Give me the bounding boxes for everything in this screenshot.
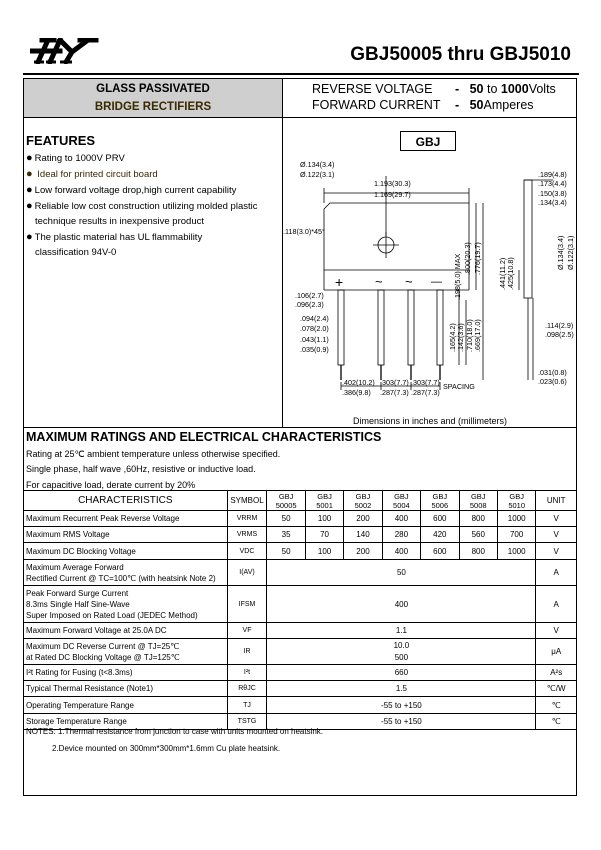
package-name: GBJ — [400, 131, 456, 151]
row-characteristic: Maximum Average Forward Rectified Current @ TC=100℃ (with heatsink Note 2) — [24, 560, 228, 586]
row-value: 50 — [267, 543, 305, 560]
row-value: 800 — [459, 543, 497, 560]
dim-p2-max: .094(2.4) — [300, 314, 329, 323]
row-symbol: IR — [227, 639, 267, 665]
reverse-voltage-value: - 50 to 1000Volts — [455, 82, 556, 96]
dim-p3-min: .035(0.9) — [300, 345, 329, 354]
row-unit: ℃/W — [536, 681, 577, 697]
row-characteristic: Maximum Forward Voltage at 25.0A DC — [24, 623, 228, 639]
header-part: GBJ 5006 — [421, 491, 459, 511]
feature-item: ● Ideal for printed circuit board — [26, 168, 158, 180]
row-unit: ℃ — [536, 714, 577, 730]
title-divider — [23, 117, 577, 118]
header-symbol: SYMBOL — [227, 491, 267, 511]
row-value: 10.0 500 — [267, 639, 536, 665]
dim-b3-max: .303(7.7) — [411, 378, 440, 387]
row-unit: V — [536, 527, 577, 543]
row-symbol: RθJC — [227, 681, 267, 697]
row-unit: V — [536, 623, 577, 639]
reverse-voltage-label: REVERSE VOLTAGE — [312, 82, 433, 96]
row-unit: A — [536, 560, 577, 586]
row-value: 660 — [267, 665, 536, 681]
pin-ac2: ~ — [405, 274, 413, 289]
feature-item: ● Rating to 1000V PRV — [26, 152, 125, 164]
dim-l1-min: .142(3.6) — [456, 323, 465, 352]
ratings-line-2: Single phase, half wave ,60Hz, resistive or inductive load. — [26, 464, 256, 474]
row-characteristic: Typical Thermal Resistance (Note1) — [24, 681, 228, 697]
row-value: 420 — [421, 527, 459, 543]
row-value: -55 to +150 — [267, 697, 536, 714]
ratings-title: MAXIMUM RATINGS AND ELECTRICAL CHARACTERISTICS — [26, 430, 382, 444]
row-value: 1.1 — [267, 623, 536, 639]
row-characteristic: Operating Temperature Range — [24, 697, 228, 714]
feature-item-cont: technique results in inexpensive product — [35, 216, 204, 227]
dim-hole-min: Ø.122(3.1) — [300, 170, 335, 179]
dim-p2-min: .078(2.0) — [300, 324, 329, 333]
row-symbol: IFSM — [227, 586, 267, 623]
feature-item: ● Low forward voltage drop,high current capability — [26, 184, 237, 196]
dim-t2-min: .134(3.4) — [538, 198, 567, 207]
header-unit: UNIT — [536, 491, 577, 511]
row-symbol: TSTG — [227, 714, 267, 730]
dim-b2-max: .303(7.7) — [380, 378, 409, 387]
row-symbol: VRMS — [227, 527, 267, 543]
table-row — [24, 586, 577, 623]
note-1: NOTES: 1.Thermal resistance from junction to case with units mounted on heatsink. — [26, 727, 324, 736]
dim-height-b: .800(20.3) — [463, 242, 472, 275]
row-value: 100 — [305, 511, 343, 527]
dim-b1-max: .402(10.2) — [342, 378, 375, 387]
row-value: 400 — [267, 586, 536, 623]
row-value: 1000 — [497, 511, 535, 527]
title-line-2: BRIDGE RECTIFIERS — [94, 101, 212, 113]
row-value: 400 — [382, 543, 420, 560]
dim-r1-max: .114(2.9) — [545, 321, 574, 330]
row-value: 50 — [267, 560, 536, 586]
dim-s-max: .441(11.2) — [498, 257, 507, 290]
row-value: 280 — [382, 527, 420, 543]
dim-l2-max: .710(18.0) — [465, 319, 474, 352]
feature-item-cont: classification 94V-0 — [35, 247, 117, 258]
row-characteristic: Maximum Recurrent Peak Reverse Voltage — [24, 511, 228, 527]
row-symbol: I²t — [227, 665, 267, 681]
dim-s-min: .425(10.8) — [506, 257, 515, 290]
row-value: 400 — [382, 511, 420, 527]
dim-r2-min: .023(0.6) — [538, 377, 567, 386]
row-value: 200 — [344, 543, 382, 560]
pin-plus: + — [335, 274, 344, 290]
dim-t1-max: .189(4.8) — [538, 170, 567, 179]
header-part: GBJ 50005 — [267, 491, 305, 511]
dimension-note: Dimensions in inches and (millimeters) — [352, 416, 508, 426]
section-divider — [23, 427, 577, 428]
row-value: 140 — [344, 527, 382, 543]
row-characteristic: Maximum DC Blocking Voltage — [24, 543, 228, 560]
dim-height-c: .776(19.7) — [473, 242, 482, 275]
row-value: 100 — [305, 543, 343, 560]
row-characteristic: I²t Rating for Fusing (t<8.3ms) — [24, 665, 228, 681]
row-value: 560 — [459, 527, 497, 543]
row-unit: ℃ — [536, 697, 577, 714]
row-value: 35 — [267, 527, 305, 543]
table-row — [24, 623, 577, 639]
row-characteristic: Storage Temperature Range — [24, 714, 228, 730]
dim-height-max: .198(5.0) MAX — [453, 253, 462, 300]
row-value: 600 — [421, 543, 459, 560]
dim-b3-min: .287(7.3) — [411, 388, 440, 397]
dim-side-hole-max: Ø.134(3.4) — [556, 235, 565, 270]
dim-b2-min: .287(7.3) — [380, 388, 409, 397]
row-symbol: VDC — [227, 543, 267, 560]
ratings-line-1: Rating at 25℃ ambient temperature unless otherwise specified. — [26, 449, 281, 459]
table-row — [24, 560, 577, 586]
row-symbol: VF — [227, 623, 267, 639]
row-value: 1.5 — [267, 681, 536, 697]
row-value: 700 — [497, 527, 535, 543]
table-row — [24, 543, 577, 560]
dim-r1-min: .098(2.5) — [545, 330, 574, 339]
title-line-1: GLASS PASSIVATED — [96, 83, 210, 95]
dim-l1-max: .165(4.2) — [448, 323, 457, 352]
table-row — [24, 639, 577, 665]
dim-p3-max: .043(1.1) — [300, 335, 329, 344]
header-characteristics: CHARACTERISTICS — [24, 491, 228, 511]
table-row — [24, 665, 577, 681]
row-unit: V — [536, 543, 577, 560]
row-unit: A — [536, 586, 577, 623]
package-outline-drawing — [283, 150, 577, 426]
dim-t2-max: .150(3.8) — [538, 189, 567, 198]
header-part: GBJ 5001 — [305, 491, 343, 511]
table-row — [24, 697, 577, 714]
table-row — [24, 681, 577, 697]
row-value: 200 — [344, 511, 382, 527]
hy-logo — [30, 38, 130, 64]
row-symbol: I(AV) — [227, 560, 267, 586]
dim-b1-min: .386(9.8) — [342, 388, 371, 397]
dim-hole-max: Ø.134(3.4) — [300, 160, 335, 169]
dim-r2-max: .031(0.8) — [538, 368, 567, 377]
row-value: 70 — [305, 527, 343, 543]
pin-ac1: ~ — [375, 274, 383, 289]
row-characteristic: Maximum RMS Voltage — [24, 527, 228, 543]
row-symbol: VRRM — [227, 511, 267, 527]
forward-current-label: FORWARD CURRENT — [312, 98, 441, 112]
dim-l2-min: .669(17.0) — [473, 319, 482, 352]
header-part: GBJ 5010 — [497, 491, 535, 511]
forward-current-value: - 50Amperes — [455, 98, 534, 112]
row-value: 800 — [459, 511, 497, 527]
row-value: -55 to +150 — [267, 714, 536, 730]
dim-spacing: SPACING — [443, 382, 475, 391]
header-part: GBJ 5008 — [459, 491, 497, 511]
row-value: 50 — [267, 511, 305, 527]
header-rule — [23, 73, 579, 75]
row-value: 600 — [421, 511, 459, 527]
dim-p1-max: .106(2.7) — [295, 291, 324, 300]
ratings-line-3: For capacitive load, derate current by 20% — [26, 480, 196, 490]
feature-item: ● Reliable low cost construction utilizing molded plastic — [26, 200, 258, 212]
header-part: GBJ 5004 — [382, 491, 420, 511]
table-row — [24, 527, 577, 543]
pin-minus: — — [431, 276, 442, 288]
features-heading: FEATURES — [26, 133, 96, 148]
dim-width-max: 1.193(30.3) — [374, 179, 411, 188]
row-value: 1000 — [497, 543, 535, 560]
row-unit: V — [536, 511, 577, 527]
ratings-table — [23, 490, 577, 730]
row-unit: μA — [536, 639, 577, 665]
feature-item: ● The plastic material has UL flammability — [26, 231, 203, 243]
table-row — [24, 511, 577, 527]
note-2: 2.Device mounted on 300mm*300mm*1.6mm Cu plate heatsink. — [52, 744, 281, 753]
row-symbol: TJ — [227, 697, 267, 714]
dim-p1-min: .096(2.3) — [295, 300, 324, 309]
dim-width-min: 1.169(29.7) — [374, 190, 411, 199]
row-unit: A²s — [536, 665, 577, 681]
dim-t1-min: .173(4.4) — [538, 179, 567, 188]
dim-side-hole-min: Ø.122(3.1) — [566, 235, 575, 270]
row-characteristic: Maximum DC Reverse Current @ TJ=25℃ at Rated DC Blocking Voltage @ TJ=125℃ — [24, 639, 228, 665]
dim-chamfer: .118(3.0)*45° — [283, 227, 325, 236]
header-part: GBJ 5002 — [344, 491, 382, 511]
row-characteristic: Peak Forward Surge Current 8.3ms Single Half Sine-Wave Super Imposed on Rated Load (JEDEC Method) — [24, 586, 228, 623]
part-title: GBJ50005 thru GBJ5010 — [350, 44, 571, 65]
